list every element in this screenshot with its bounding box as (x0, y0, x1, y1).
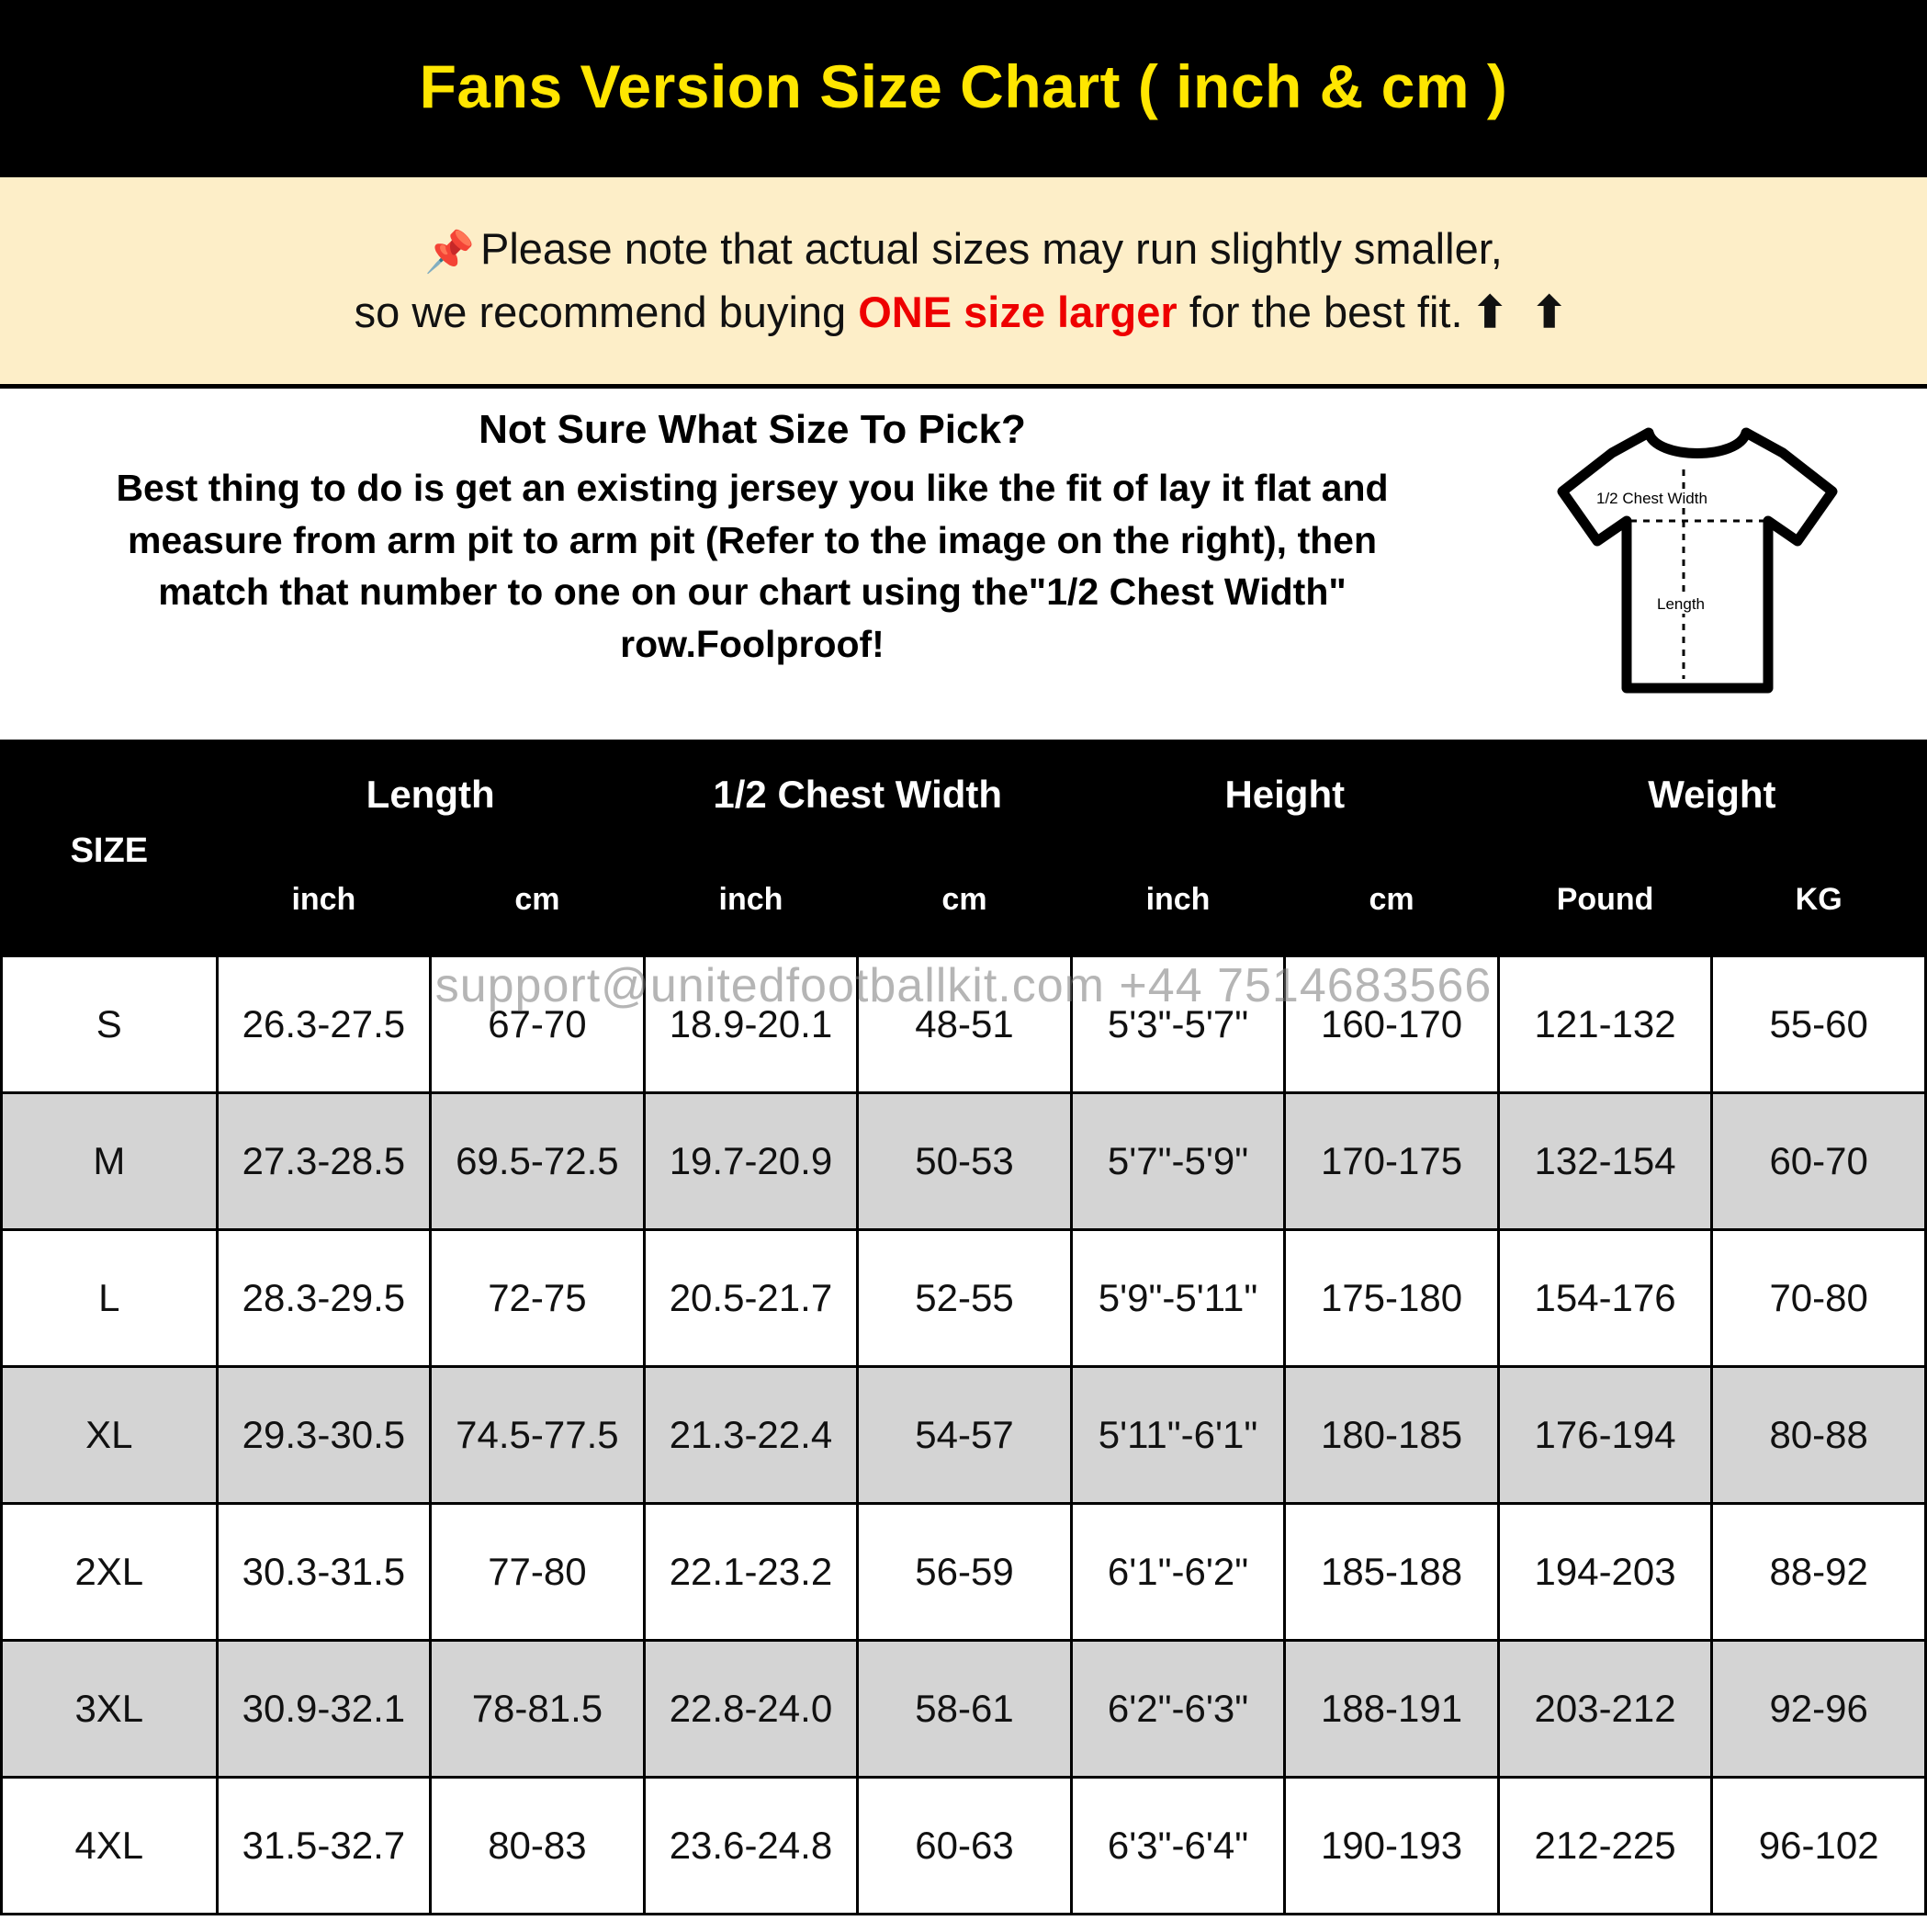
cell-weight-kg: 96-102 (1712, 1778, 1926, 1915)
header-unit-weight-pound: Pound (1498, 843, 1712, 956)
cell-weight-kg: 70-80 (1712, 1230, 1926, 1367)
header-group-length: Length (217, 747, 644, 843)
table-head (2, 747, 1926, 956)
cell-chest-cm: 60-63 (858, 1778, 1072, 1915)
cell-size: S (2, 956, 218, 1093)
cell-height-cm: 185-188 (1285, 1504, 1499, 1641)
cell-height-inch: 6'1"-6'2" (1071, 1504, 1285, 1641)
cell-weight-kg: 60-70 (1712, 1093, 1926, 1230)
title-bar (0, 0, 1927, 177)
cell-length-cm: 69.5-72.5 (431, 1093, 645, 1230)
size-table (0, 745, 1927, 1915)
cell-length-cm: 78-81.5 (431, 1641, 645, 1778)
cell-length-inch: 30.9-32.1 (217, 1641, 431, 1778)
cell-weight-pound: 203-212 (1498, 1641, 1712, 1778)
table-row (2, 1778, 1926, 1915)
cell-weight-kg: 80-88 (1712, 1367, 1926, 1504)
table-row (2, 956, 1926, 1093)
pin-icon: 📌 (424, 230, 475, 276)
cell-height-cm: 160-170 (1285, 956, 1499, 1093)
cell-length-inch: 26.3-27.5 (217, 956, 431, 1093)
cell-weight-kg: 88-92 (1712, 1504, 1926, 1641)
cell-chest-inch: 19.7-20.9 (644, 1093, 858, 1230)
cell-chest-inch: 18.9-20.1 (644, 956, 858, 1093)
cell-length-inch: 31.5-32.7 (217, 1778, 431, 1915)
cell-weight-pound: 132-154 (1498, 1093, 1712, 1230)
table-row (2, 1093, 1926, 1230)
cell-weight-pound: 154-176 (1498, 1230, 1712, 1367)
cell-chest-cm: 48-51 (858, 956, 1072, 1093)
note-band (0, 177, 1927, 389)
arrow-up-icon: ⬆ ⬆ (1471, 287, 1573, 336)
cell-weight-pound: 121-132 (1498, 956, 1712, 1093)
cell-chest-inch: 20.5-21.7 (644, 1230, 858, 1367)
tshirt-icon (1546, 412, 1849, 716)
cell-size: 4XL (2, 1778, 218, 1915)
header-group-chest: 1/2 Chest Width (644, 747, 1071, 843)
cell-chest-cm: 52-55 (858, 1230, 1072, 1367)
table-row (2, 1641, 1926, 1778)
note-line-1 (424, 218, 1503, 280)
cell-weight-kg: 92-96 (1712, 1641, 1926, 1778)
cell-chest-inch: 23.6-24.8 (644, 1778, 858, 1915)
header-size: SIZE (2, 747, 218, 956)
cell-length-cm: 80-83 (431, 1778, 645, 1915)
cell-length-cm: 74.5-77.5 (431, 1367, 645, 1504)
cell-weight-pound: 194-203 (1498, 1504, 1712, 1641)
cell-height-inch: 6'2"-6'3" (1071, 1641, 1285, 1778)
cell-length-cm: 67-70 (431, 956, 645, 1093)
cell-weight-pound: 212-225 (1498, 1778, 1712, 1915)
cell-height-inch: 5'3"-5'7" (1071, 956, 1285, 1093)
chest-width-label: 1/2 Chest Width (1594, 490, 1710, 508)
cell-size: 3XL (2, 1641, 218, 1778)
cell-chest-cm: 54-57 (858, 1367, 1072, 1504)
cell-size: 2XL (2, 1504, 218, 1641)
cell-height-cm: 175-180 (1285, 1230, 1499, 1367)
cell-height-inch: 5'9"-5'11" (1071, 1230, 1285, 1367)
cell-height-inch: 5'7"-5'9" (1071, 1093, 1285, 1230)
cell-size: L (2, 1230, 218, 1367)
cell-height-cm: 180-185 (1285, 1367, 1499, 1504)
note-line-2 (355, 281, 1573, 344)
note-text-2-post: for the best fit. (1177, 287, 1463, 336)
cell-size: M (2, 1093, 218, 1230)
cell-length-inch: 29.3-30.5 (217, 1367, 431, 1504)
cell-height-inch: 6'3"-6'4" (1071, 1778, 1285, 1915)
table-unit-row (2, 843, 1926, 956)
cell-weight-kg: 55-60 (1712, 956, 1926, 1093)
cell-length-cm: 72-75 (431, 1230, 645, 1367)
watermark-contact: support@unitedfootballkit.com +44 7514683566 (434, 959, 1493, 1012)
table-row (2, 1367, 1926, 1504)
cell-size: XL (2, 1367, 218, 1504)
cell-height-cm: 188-191 (1285, 1641, 1499, 1778)
note-text-1: Please note that actual sizes may run slightly smaller, (479, 224, 1503, 274)
table-group-row (2, 747, 1926, 843)
help-body: Best thing to do is get an existing jersey you like the fit of lay it flat and measure from arm pit to arm pit (Refer to the image on the right), then match that number to one on our chart using the"1/2 Chest Width" row.Foolproof! (116, 467, 1389, 665)
help-heading: Not Sure What Size To Pick? (479, 407, 1026, 452)
cell-chest-inch: 22.1-23.2 (644, 1504, 858, 1641)
table-row (2, 1230, 1926, 1367)
note-text-2-pre: so we recommend buying (354, 287, 859, 336)
tshirt-diagram (1504, 389, 1927, 740)
cell-length-cm: 77-80 (431, 1504, 645, 1641)
header-unit-height-inch: inch (1071, 843, 1285, 956)
header-group-height: Height (1071, 747, 1498, 843)
header-unit-height-cm: cm (1285, 843, 1499, 956)
length-label: Length (1654, 595, 1707, 614)
help-section (0, 389, 1927, 745)
page-title: Fans Version Size Chart ( inch & cm ) (419, 52, 1508, 120)
help-text-block (0, 389, 1504, 740)
header-group-weight: Weight (1498, 747, 1925, 843)
note-highlight: ONE size larger (858, 287, 1178, 336)
cell-length-inch: 28.3-29.5 (217, 1230, 431, 1367)
cell-chest-inch: 21.3-22.4 (644, 1367, 858, 1504)
cell-height-inch: 5'11"-6'1" (1071, 1367, 1285, 1504)
cell-chest-inch: 22.8-24.0 (644, 1641, 858, 1778)
cell-weight-pound: 176-194 (1498, 1367, 1712, 1504)
header-unit-chest-cm: cm (858, 843, 1072, 956)
cell-chest-cm: 56-59 (858, 1504, 1072, 1641)
header-unit-length-cm: cm (431, 843, 645, 956)
cell-chest-cm: 58-61 (858, 1641, 1072, 1778)
cell-height-cm: 170-175 (1285, 1093, 1499, 1230)
cell-height-cm: 190-193 (1285, 1778, 1499, 1915)
table-row (2, 1504, 1926, 1641)
header-unit-chest-inch: inch (644, 843, 858, 956)
cell-length-inch: 27.3-28.5 (217, 1093, 431, 1230)
cell-chest-cm: 50-53 (858, 1093, 1072, 1230)
cell-length-inch: 30.3-31.5 (217, 1504, 431, 1641)
table-body (2, 956, 1926, 1915)
header-unit-length-inch: inch (217, 843, 431, 956)
header-unit-weight-kg: KG (1712, 843, 1926, 956)
